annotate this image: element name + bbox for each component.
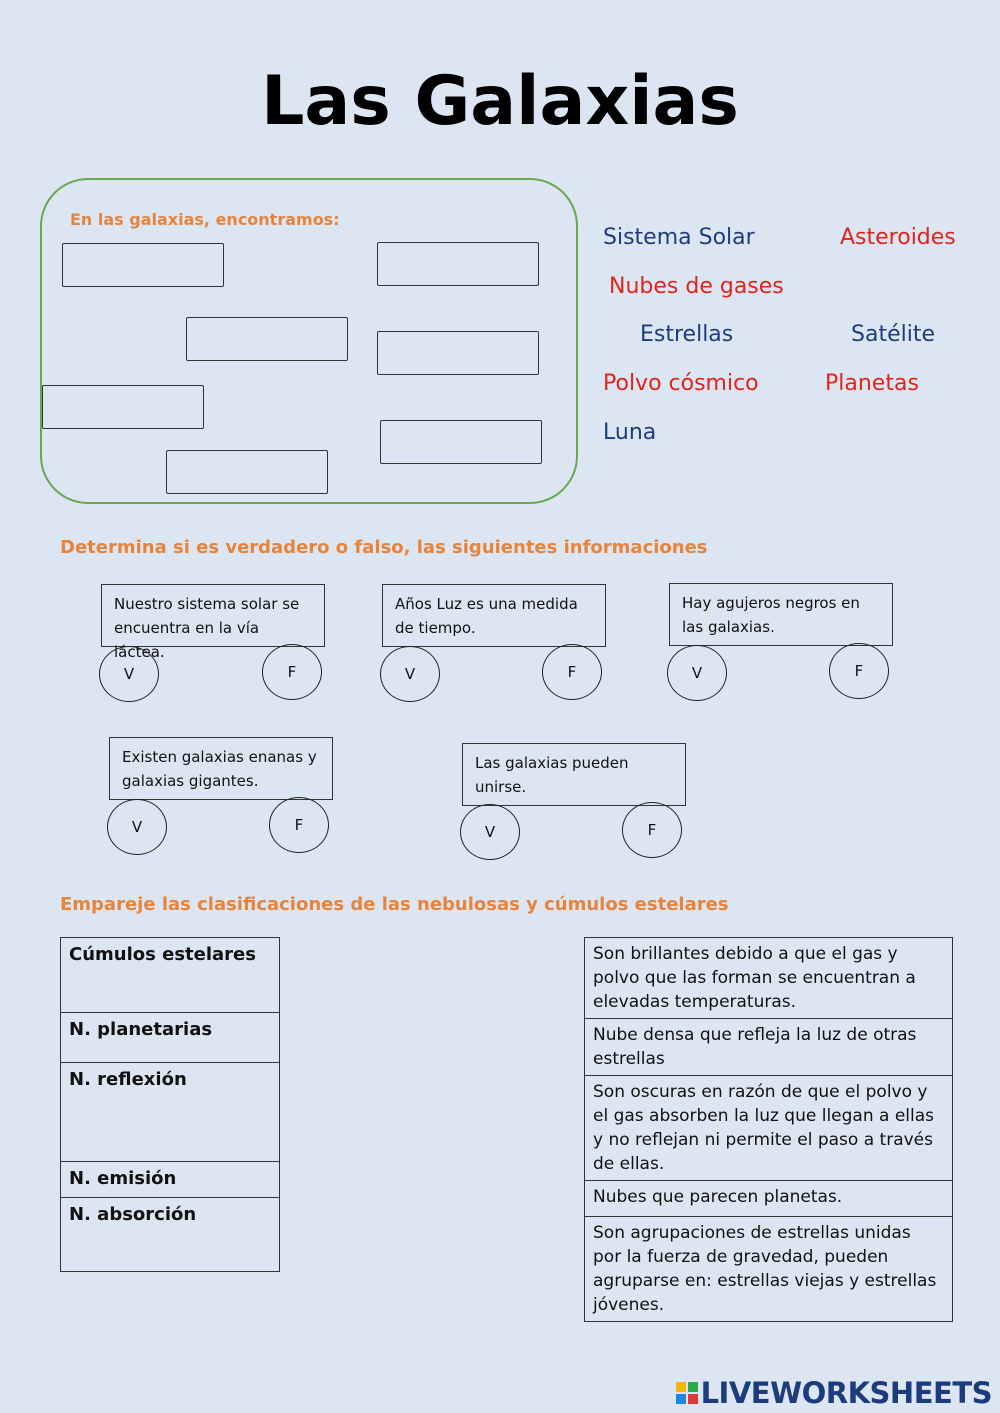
statement-3: Hay agujeros negros en las galaxias. xyxy=(669,583,893,646)
false-option-4[interactable]: F xyxy=(269,797,329,853)
statement-5: Las galaxias pueden unirse. xyxy=(462,743,686,806)
description-item[interactable]: Son brillantes debido a que el gas y polvo que las forman se encuentran a elevadas temperaturas. xyxy=(585,938,953,1019)
word-satelite[interactable]: Satélite xyxy=(851,322,935,347)
classification-item[interactable]: N. emisión xyxy=(61,1162,280,1198)
word-luna[interactable]: Luna xyxy=(603,420,657,445)
description-item[interactable]: Nube densa que refleja la luz de otras estrellas xyxy=(585,1019,953,1076)
description-item[interactable]: Son agrupaciones de estrellas unidas por la fuerza de gravedad, pueden agruparse en: estrellas viejas y estrellas jóvenes. xyxy=(585,1217,953,1322)
logo-mark-icon xyxy=(676,1382,698,1404)
word-planetas[interactable]: Planetas xyxy=(825,371,919,396)
drop-zone-3[interactable] xyxy=(186,317,348,361)
description-list xyxy=(584,937,953,1322)
true-option-4[interactable]: V xyxy=(107,799,167,855)
true-option-1[interactable]: V xyxy=(99,646,159,702)
statement-2: Años Luz es una medida de tiempo. xyxy=(382,584,606,647)
classification-item[interactable]: Cúmulos estelares xyxy=(61,938,280,1013)
statement-1: Nuestro sistema solar se encuentra en la vía láctea. xyxy=(101,584,325,647)
drop-zone-4[interactable] xyxy=(377,331,539,375)
drop-zone-2[interactable] xyxy=(377,242,539,286)
page-title: Las Galaxias xyxy=(261,62,739,141)
matching-heading: Empareje las clasificaciones de las nebulosas y cúmulos estelares xyxy=(60,894,729,915)
true-option-3[interactable]: V xyxy=(667,645,727,701)
statement-4: Existen galaxias enanas y galaxias gigantes. xyxy=(109,737,333,800)
word-nubes-de-gases[interactable]: Nubes de gases xyxy=(609,274,784,299)
classification-item[interactable]: N. absorción xyxy=(61,1198,280,1272)
description-item[interactable]: Son oscuras en razón de que el polvo y el gas absorben la luz que llegan a ellas y no reflejan ni permite el paso a través de ellas. xyxy=(585,1076,953,1181)
drop-zone-5[interactable] xyxy=(42,385,204,429)
drop-zone-1[interactable] xyxy=(62,243,224,287)
classification-list xyxy=(60,937,280,1272)
false-option-5[interactable]: F xyxy=(622,802,682,858)
word-box-label: En las galaxias, encontramos: xyxy=(70,210,340,229)
true-option-2[interactable]: V xyxy=(380,646,440,702)
false-option-1[interactable]: F xyxy=(262,644,322,700)
brand-name: LIVEWORKSHEETS xyxy=(700,1376,992,1410)
drop-zone-6[interactable] xyxy=(380,420,542,464)
false-option-2[interactable]: F xyxy=(542,644,602,700)
word-sistema-solar[interactable]: Sistema Solar xyxy=(603,225,755,250)
classification-item[interactable]: N. reflexión xyxy=(61,1063,280,1162)
word-asteroides[interactable]: Asteroides xyxy=(840,225,956,250)
word-polvo-cosmico[interactable]: Polvo cósmico xyxy=(603,371,759,396)
drop-zone-7[interactable] xyxy=(166,450,328,494)
false-option-3[interactable]: F xyxy=(829,643,889,699)
true-false-heading: Determina si es verdadero o falso, las siguientes informaciones xyxy=(60,537,708,558)
liveworksheets-logo xyxy=(676,1376,992,1410)
word-estrellas[interactable]: Estrellas xyxy=(640,322,734,347)
classification-item[interactable]: N. planetarias xyxy=(61,1013,280,1063)
true-option-5[interactable]: V xyxy=(460,804,520,860)
description-item[interactable]: Nubes que parecen planetas. xyxy=(585,1181,953,1217)
